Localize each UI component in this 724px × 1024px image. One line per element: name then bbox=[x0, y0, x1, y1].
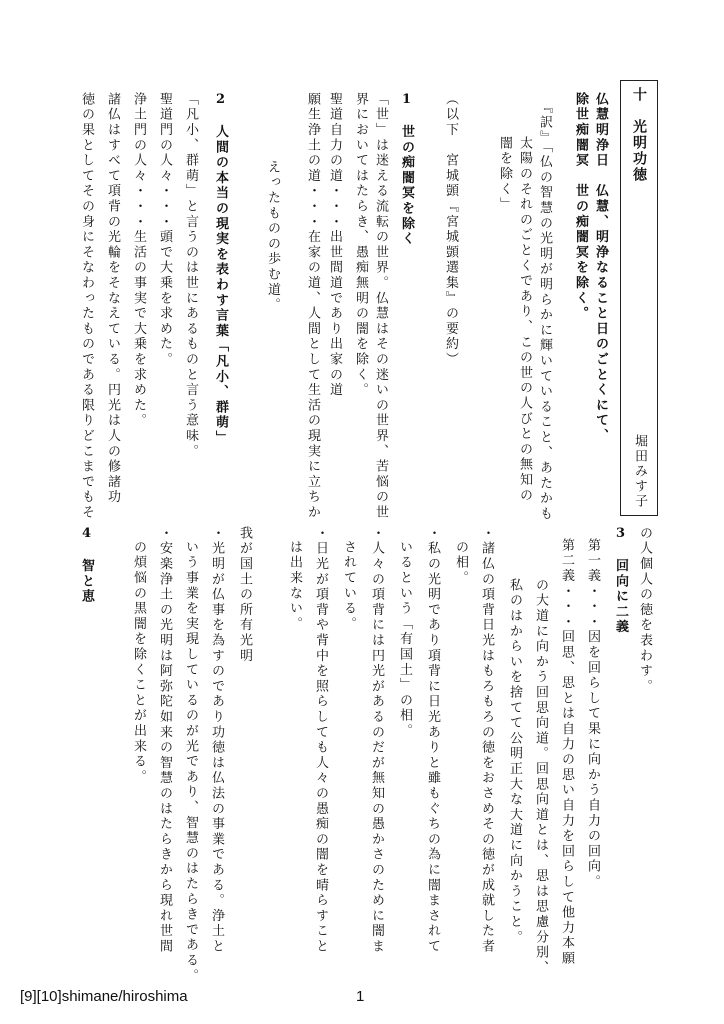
translation-line-1: 『訳』「仏の智慧の光明が明らかに輝いていること、あたかも bbox=[537, 100, 552, 522]
author-name: 堀田みす子 bbox=[632, 434, 647, 509]
source-note: （以下 宮城顗『宮城顗選集』の要約） bbox=[443, 92, 458, 368]
list-item: ・日光が項背や背中を照らしても人々の愚痴の闇を晴らすこと bbox=[313, 526, 328, 955]
paragraph-line: 界においてはたらき、愚痴無明の闇を除く。 bbox=[353, 92, 368, 398]
list-item: ・私の光明であり項背に日光ありと雖もぐちの為に闇まされて bbox=[425, 526, 440, 955]
paragraph-line: 諸仏はすべて項背の光輪をそなえている。円光は人の修諸功 bbox=[105, 92, 120, 506]
translation-line-3: 闇を除く」 bbox=[497, 136, 512, 213]
paragraph-line: の人個人の徳を表わす。 bbox=[637, 526, 652, 695]
paragraph-line: 「凡小、群萌」と言うのは世にあるものと言う意味。 bbox=[183, 92, 198, 460]
verse-line-1: 仏慧明浄日 仏慧、明浄なること日のごとくにて、 bbox=[593, 92, 608, 444]
paragraph-line: の煩悩の黒闇を除くことが出来る。 bbox=[131, 540, 146, 785]
section-4-heading: 4 智と恵 bbox=[79, 526, 94, 605]
paragraph-line: 我が国土の所有光明 bbox=[237, 526, 252, 664]
list-item: ・光明が仏事を為すのであり功徳は仏法の事業である。浄土と bbox=[209, 526, 224, 955]
paragraph-line: 願生浄土の道・・・在家の道、人間として生活の現実に立ちか bbox=[305, 92, 320, 521]
paragraph-line: いるという「有国土」の相。 bbox=[397, 540, 412, 739]
paragraph-line: いう事業を実現しているのが光であり、智慧のはたらきである。 bbox=[183, 540, 198, 984]
paragraph-line: の大道に向かう回思向道。回思向道とは、思は思慮分別、 bbox=[533, 578, 548, 976]
page-title: 十 光明功徳 bbox=[631, 87, 647, 183]
paragraph-line: えったものの歩む道。 bbox=[265, 160, 280, 313]
section-3-heading: 3 回向に二義 bbox=[613, 526, 628, 636]
paragraph-line: の相。 bbox=[453, 540, 468, 586]
paragraph-line: 浄土門の人々・・・生活の事実で大乗を求めた。 bbox=[131, 92, 146, 429]
translation-line-2: 太陽のそれのごとくであり、この世の人びとの無知の bbox=[517, 136, 532, 504]
list-item: ・安楽浄土の光明は阿弥陀如来の智慧のはたらきから現れ世間 bbox=[157, 526, 172, 955]
paragraph-line: 私のはからいを捨てて公明正大な大道に向かうこと。 bbox=[507, 578, 522, 946]
paragraph-line: は出来ない。 bbox=[287, 540, 302, 632]
paragraph-line: 第二義・・・回思、思とは自力の思い自力を回らして他力本願 bbox=[559, 538, 574, 967]
paragraph-line: 「世」は迷える流転の世界。仏慧はその迷いの世界、苦悩の世 bbox=[373, 92, 388, 521]
list-item: ・諸仏の項背日光はもろもろの徳をおさめその徳が成就した者 bbox=[479, 526, 494, 955]
paragraph-line: 聖道門の人々・・・頭で大乗を求めた。 bbox=[157, 92, 172, 368]
paragraph-line: 第一義・・・因を回らして果に向かう自力の回向。 bbox=[585, 538, 600, 890]
verse-line-2: 除世痴闇冥 世の痴闇冥を除く。 bbox=[573, 92, 588, 322]
paragraph-line: 聖道自力の道・・・出世間道であり出家の道 bbox=[327, 92, 342, 398]
page-number: 1 bbox=[356, 988, 365, 1005]
list-item: ・人々の項背には円光があるのだが無知の愚かさのために闇ま bbox=[369, 526, 384, 955]
title-box bbox=[620, 80, 658, 516]
paragraph-line: されている。 bbox=[341, 540, 356, 632]
footer-source: [9][10]shimane/hiroshima bbox=[20, 988, 188, 1005]
section-2-heading: 2 人間の本当の現実を表わす言葉「凡小、群萌」 bbox=[213, 92, 228, 446]
section-1-heading: 1 世の痴闇冥を除く bbox=[399, 92, 414, 247]
paragraph-line: 徳の果としてその身にそなわったものである限りどこまでもそ bbox=[79, 92, 94, 521]
